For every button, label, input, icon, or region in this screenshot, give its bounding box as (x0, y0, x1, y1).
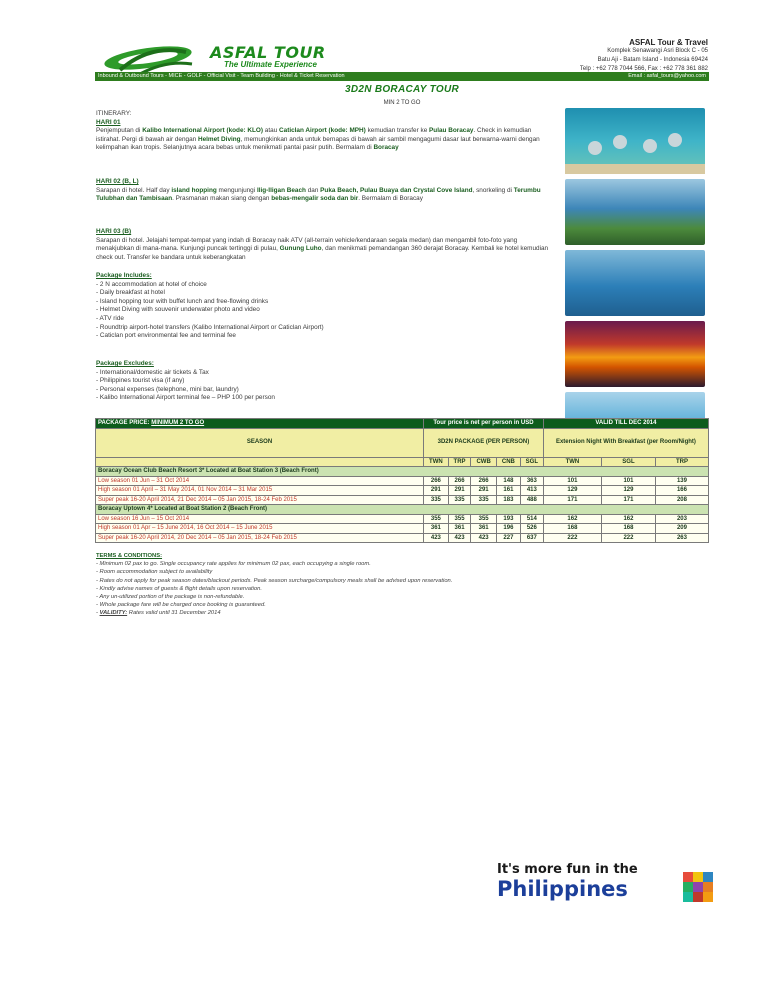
column-header (96, 457, 424, 467)
price-cell: 335 (424, 495, 449, 505)
price-cell: 266 (471, 476, 497, 486)
terms-item: - Room accommodation subject to availability (96, 569, 213, 576)
excludes-item: - Philippines tourist visa (if any) (96, 377, 185, 385)
price-cell: 291 (424, 486, 449, 496)
column-header: TRP (448, 457, 471, 467)
includes-item: - Island hopping tour with buffet lunch and free-flowing drinks (96, 297, 269, 305)
terms-section (96, 552, 696, 618)
day1-text: Penjemputan di Kalibo International Airport (kode: KLO) atau Caticlan Airport (kode: MPH) kemudian transfer ke Pulau Boracay. Check in kemudian istirahat. Pergi di bawah air dengan Helmet Diving, memungkinkan anda untuk bernapas di bawah air sambil mengagumi dasar laut berwarna-warni dengan kelimpahan ikan tropis. Selanjutnya acara bebas untuk menikmati pantai pasir putih. Bermalam di Boracay (96, 127, 540, 152)
price-cell: 361 (448, 524, 471, 534)
terms-item: - Any un-utilized portion of the package is non-refundable. (96, 594, 245, 601)
extension-header: Extension Night With Breakfast (per Room/Night) (543, 428, 708, 457)
column-header: TWN (543, 457, 601, 467)
price-cell: 335 (448, 495, 471, 505)
column-header: SGL (520, 457, 543, 467)
itinerary-label: ITINERARY: (96, 110, 132, 117)
price-cell: 171 (543, 495, 601, 505)
terms-item: - Minimum 02 pax to go. Single occupancy rate applies for minimum 02 pax, each occupying a single room. (96, 561, 371, 568)
logo-wordmark: ASFAL TOUR (210, 43, 326, 62)
price-cell: 263 (655, 533, 708, 543)
terms-item: - Whole package fare will be charged once booking is guaranteed. (96, 602, 266, 609)
sunset-photo (565, 321, 705, 387)
validity-line: - VALIDITY: Rates valid until 31 December 2014 (96, 610, 221, 617)
price-cell: 101 (601, 476, 655, 486)
price-cell: 413 (520, 486, 543, 496)
services-bar (95, 72, 709, 81)
company-address-1: Komplek Senawangi Asri Block C - 05 (607, 48, 708, 54)
services-text: Inbound & Outbound Tours - MICE - GOLF - Official Visit - Team Building - Hotel & Ticket Reservation (98, 73, 345, 79)
season-cell: Super peak 16-20 April 2014, 21 Dec 2014 – 05 Jan 2015, 18-24 Feb 2015 (96, 495, 424, 505)
season-header: SEASON (96, 428, 424, 457)
price-cell: 166 (655, 486, 708, 496)
price-cell: 162 (543, 514, 601, 524)
includes-item: - Helmet Diving with souvenir underwater photo and video (96, 306, 260, 314)
day3-section (96, 228, 556, 262)
excludes-heading: Package Excludes: (96, 360, 154, 367)
price-cell: 266 (448, 476, 471, 486)
price-cell: 423 (471, 533, 497, 543)
price-cell: 193 (496, 514, 520, 524)
photo-column (565, 108, 705, 463)
price-cell: 227 (496, 533, 520, 543)
philippines-promo-logo (497, 862, 717, 912)
price-cell: 361 (424, 524, 449, 534)
page-title: 3D2N BORACAY TOUR (344, 84, 459, 95)
excludes-item: - Personal expenses (telephone, mini bar, laundry) (96, 385, 239, 393)
excludes-item: - International/domestic air tickets & Tax (96, 368, 209, 376)
price-cell: 637 (520, 533, 543, 543)
promo-mosaic-icon (683, 872, 713, 902)
table-row (96, 524, 709, 534)
season-cell: Low season 01 Jun – 31 Oct 2014 (96, 476, 424, 486)
price-cell: 222 (601, 533, 655, 543)
helmet-diving-photo (565, 108, 705, 174)
day3-heading: HARI 03 (B) (96, 228, 132, 235)
itinerary-section (96, 110, 556, 153)
price-cell: 183 (496, 495, 520, 505)
includes-item: - Caticlan port environmental fee and terminal fee (96, 332, 236, 340)
terms-item: - Rates do not apply for peak season dates/blackout periods. Peak season surcharge/compulsory meals shall be advised upon reservation. (96, 577, 453, 584)
price-cell: 514 (520, 514, 543, 524)
includes-section (96, 272, 556, 341)
price-cell: 196 (496, 524, 520, 534)
price-cell: 203 (655, 514, 708, 524)
price-cell: 266 (424, 476, 449, 486)
price-cell: 423 (424, 533, 449, 543)
price-cell: 335 (471, 495, 497, 505)
price-cell: 355 (448, 514, 471, 524)
table-row (96, 495, 709, 505)
column-header: SGL (601, 457, 655, 467)
price-cell: 291 (448, 486, 471, 496)
usd-note: Tour price is net per person in USD (424, 419, 544, 429)
crystal-cove-photo (565, 179, 705, 245)
day1-heading: HARI 01 (96, 118, 121, 126)
package-price-label: PACKAGE PRICE: MINIMUM 2 TO GO (96, 419, 424, 429)
logo-tagline: The Ultimate Experience (224, 60, 317, 69)
season-cell: Low season 16 Jun – 15 Oct 2014 (96, 514, 424, 524)
price-cell: 168 (543, 524, 601, 534)
hotel-name-row: Boracay Ocean Club Beach Resort 3* Located at Boat Station 3 (Beach Front) (96, 467, 709, 477)
includes-item: - Roundtrip airport-hotel transfers (Kalibo International Airport or Caticlan Airport) (96, 323, 324, 331)
price-cell: 129 (543, 486, 601, 496)
company-address-2: Batu Aji - Batam Island - Indonesia 69424 (597, 57, 708, 63)
promo-line-1: It's more fun in the (497, 862, 638, 877)
day2-heading: HARI 02 (B, L) (96, 178, 139, 185)
includes-item: - Daily breakfast at hotel (96, 289, 165, 297)
table-row (96, 533, 709, 543)
column-header: TWN (424, 457, 449, 467)
season-cell: Super peak 16-20 April 2014, 20 Dec 2014 – 05 Jan 2015, 18-24 Feb 2015 (96, 533, 424, 543)
price-cell: 161 (496, 486, 520, 496)
price-cell: 139 (655, 476, 708, 486)
price-cell: 209 (655, 524, 708, 534)
company-email: Email : asfal_tours@yahoo.com (628, 73, 706, 79)
price-cell: 101 (543, 476, 601, 486)
column-header: CWB (471, 457, 497, 467)
boat-photo (565, 250, 705, 316)
price-cell: 355 (471, 514, 497, 524)
table-row (96, 514, 709, 524)
includes-item: - ATV ride (96, 314, 124, 322)
excludes-item: - Kalibo International Airport terminal fee – PHP 100 per person (96, 394, 275, 402)
includes-heading: Package Includes: (96, 272, 152, 279)
day2-text: Sarapan di hotel. Half day island hopping mengunjungi Ilig-Iligan Beach dan Puka Beach, Pulau Buaya dan Crystal Cove Island, snorkeling di Terumbu Tulubhan dan Tambisaan. Prasmanan makan siang dengan bebas-mengalir soda dan bir. Bermalam di Boracay (96, 186, 541, 203)
season-cell: High season 01 Apr – 15 June 2014, 16 Oct 2014 – 15 June 2015 (96, 524, 424, 534)
price-cell: 129 (601, 486, 655, 496)
table-row (96, 476, 709, 486)
price-cell: 423 (448, 533, 471, 543)
company-info (580, 38, 708, 74)
season-cell: High season 01 April – 31 May 2014, 01 Nov 2014 – 31 Mar 2015 (96, 486, 424, 496)
excludes-section (96, 360, 556, 403)
promo-line-2: Philippines (497, 877, 628, 901)
table-row (96, 486, 709, 496)
column-header: TRP (655, 457, 708, 467)
divers-icon (565, 108, 705, 174)
price-cell: 355 (424, 514, 449, 524)
terms-item: - Kindly advise names of guests & flight details upon reservation. (96, 585, 262, 592)
terms-heading: TERMS & CONDITIONS: (96, 553, 163, 559)
price-cell: 361 (471, 524, 497, 534)
day3-text: Sarapan di hotel. Jelajahi tempat-tempat yang indah di Boracay naik ATV (all-terrain vehicle/kendaraan segala medan) dan mengambil foto-foto yang menakjubkan di mana-mana. Kunjungi puncak tertinggi di pulau, Gunung Luho, dan menikmati pemandangan 360 derajat Boracay. Kembali ke hotel kemudian check out. Transfer ke bandara untuk keberangkatan (96, 236, 549, 261)
price-cell: 488 (520, 495, 543, 505)
price-cell: 291 (471, 486, 497, 496)
price-table (95, 418, 709, 543)
package-header: 3D2N PACKAGE (PER PERSON) (424, 428, 544, 457)
price-cell: 171 (601, 495, 655, 505)
hotel-name-row: Boracay Uptown 4* Located at Boat Station 2 (Beach Front) (96, 505, 709, 515)
price-cell: 208 (655, 495, 708, 505)
price-cell: 526 (520, 524, 543, 534)
price-cell: 162 (601, 514, 655, 524)
price-cell: 222 (543, 533, 601, 543)
price-cell: 148 (496, 476, 520, 486)
company-name: ASFAL Tour & Travel (629, 38, 708, 47)
column-header: CNB (496, 457, 520, 467)
company-phone: Telp : +62 778 7044 566, Fax : +62 778 361 882 (579, 66, 708, 72)
price-cell: 168 (601, 524, 655, 534)
includes-item: - 2 N accommodation at hotel of choice (96, 280, 207, 288)
page-subtitle: MIN 2 TO GO (383, 100, 421, 106)
price-cell: 363 (520, 476, 543, 486)
valid-till: VALID TILL DEC 2014 (543, 419, 708, 429)
day2-section (96, 178, 556, 204)
